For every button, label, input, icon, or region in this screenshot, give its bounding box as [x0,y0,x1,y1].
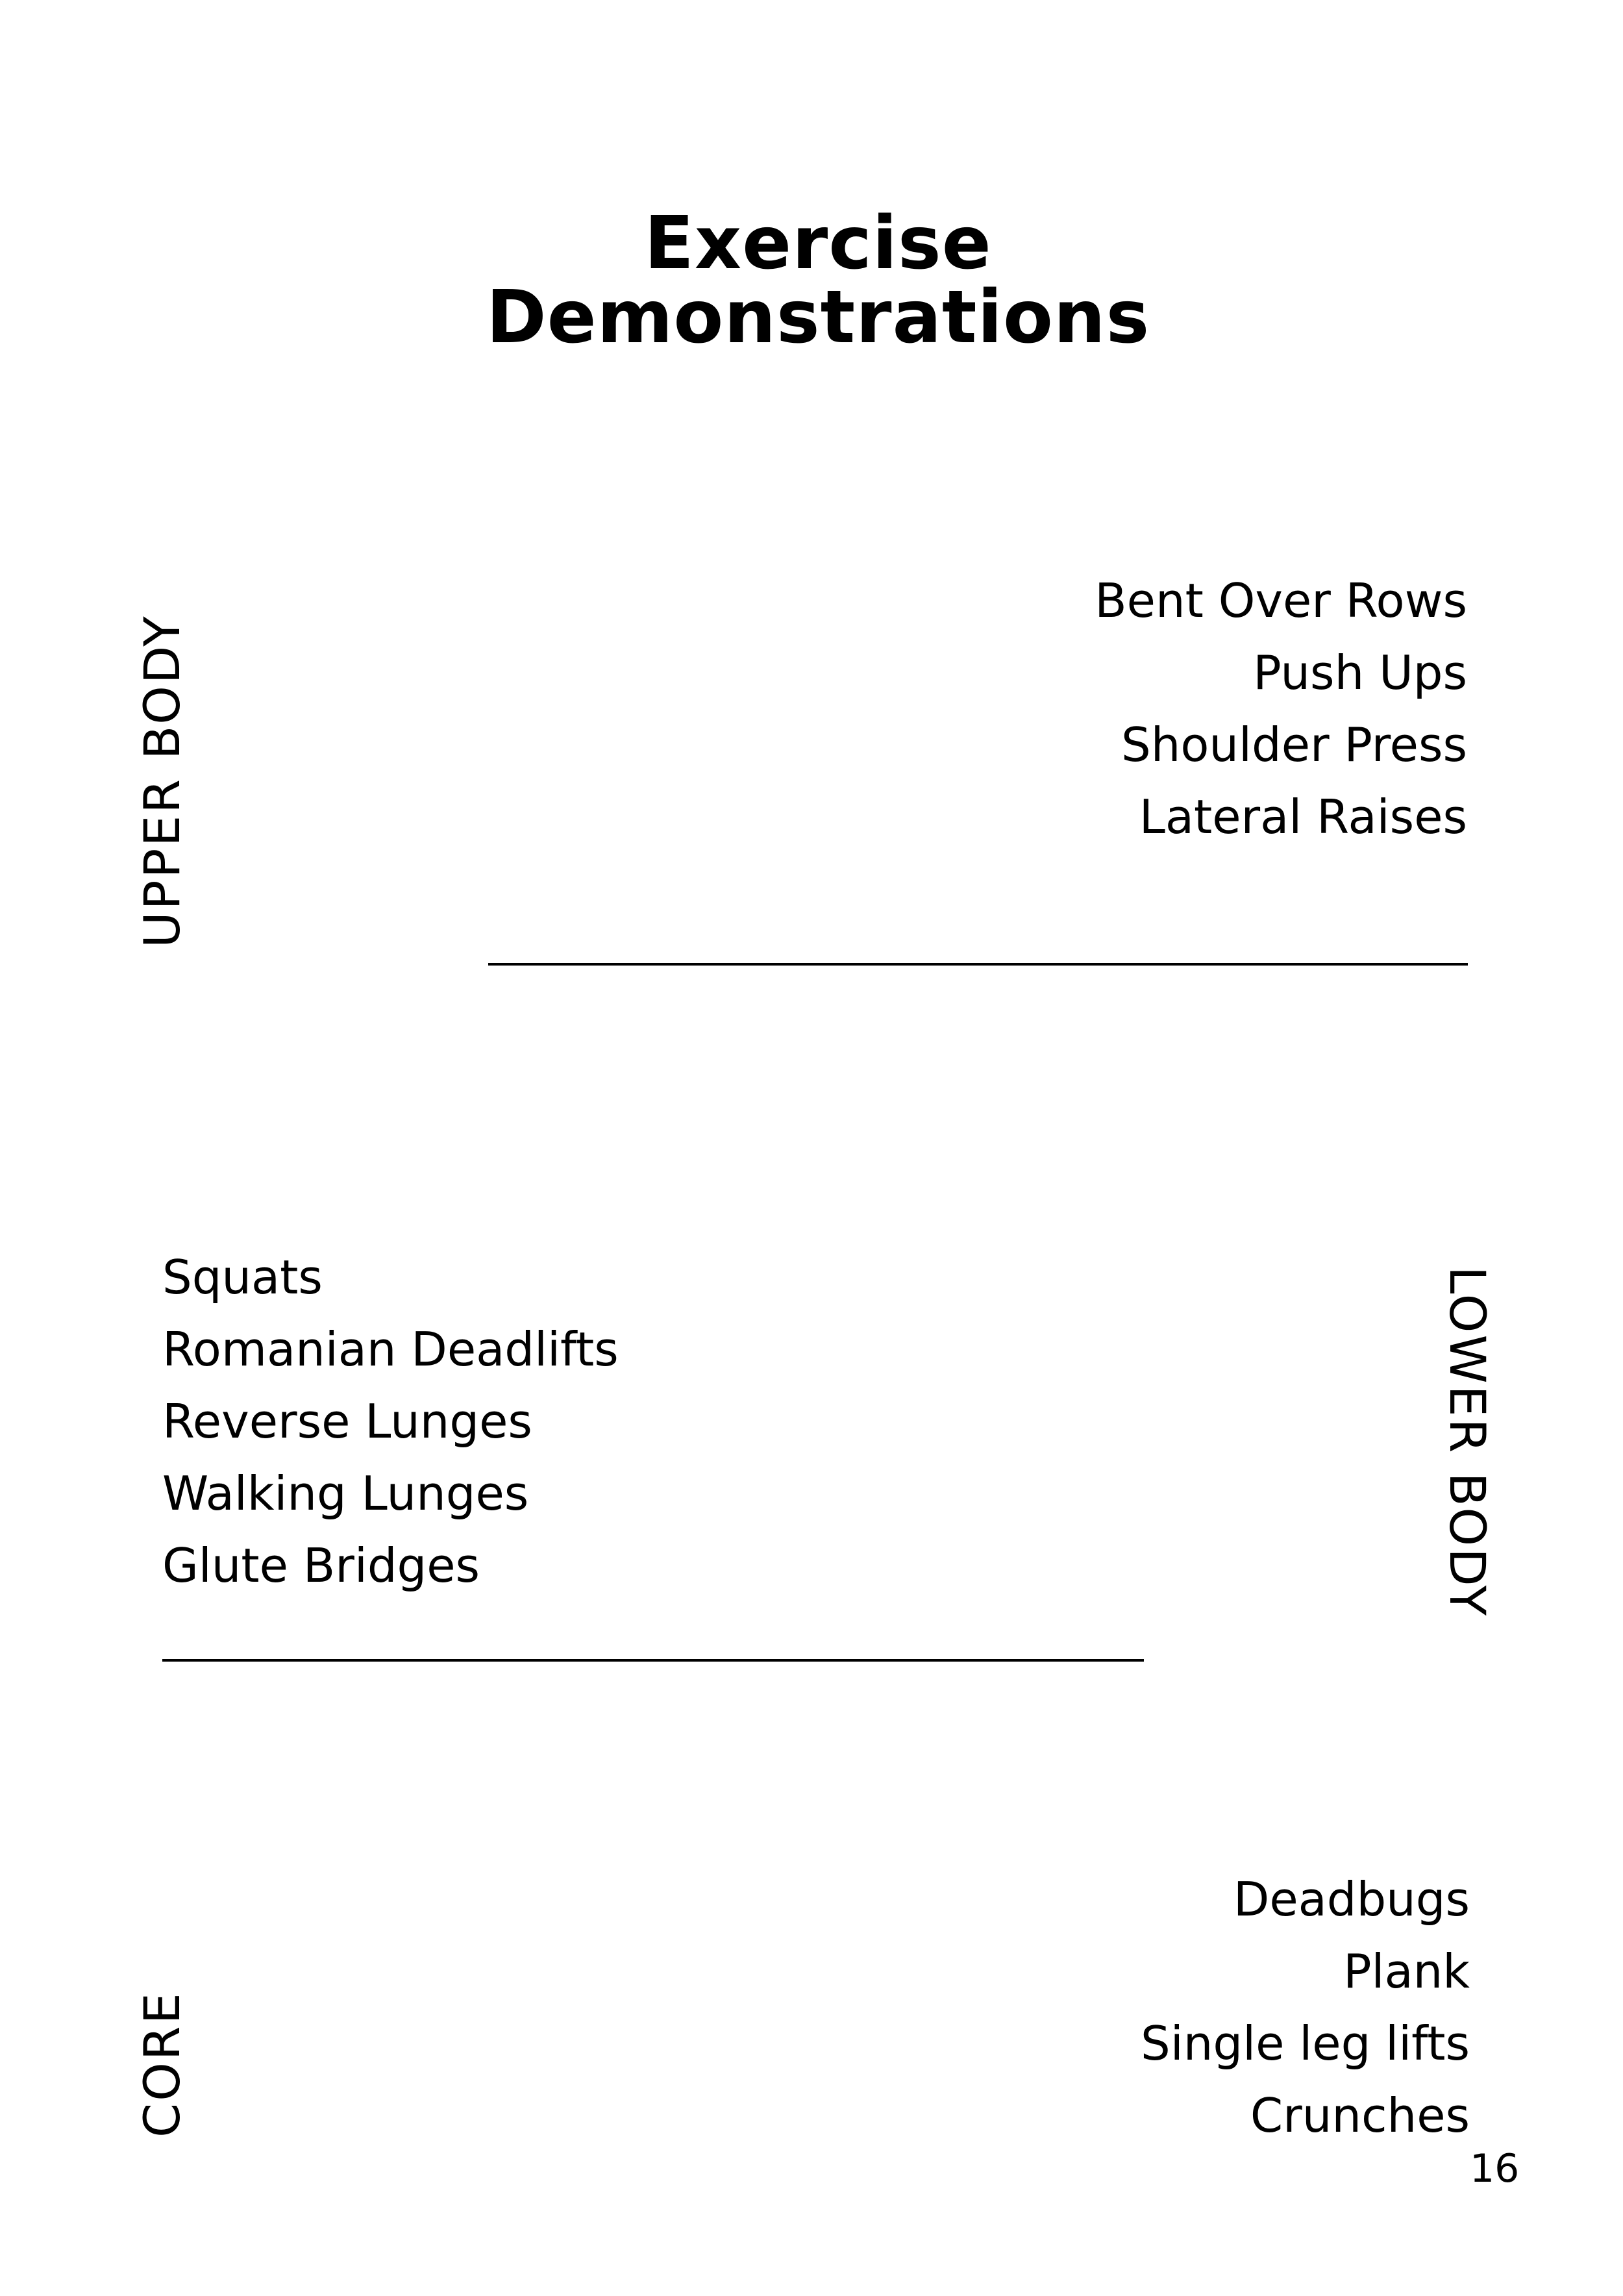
list-item: Bent Over Rows [1095,573,1467,628]
page-title-line-1: Exercise [644,201,992,286]
list-item: Single leg lifts [1141,2016,1470,2071]
list-item: Plank [1343,1944,1470,1999]
list-item: Push Ups [1253,645,1467,700]
lower-body-exercise-list [162,1242,619,1602]
list-item: Crunches [1250,2088,1470,2143]
core-exercise-list [1141,1864,1470,2152]
section-label-core: CORE [133,1991,191,2138]
list-item: Squats [162,1250,323,1304]
lower-body-divider [162,1659,1144,1662]
list-item: Reverse Lunges [162,1394,532,1449]
list-item: Lateral Raises [1139,790,1467,844]
list-item: Shoulder Press [1121,718,1467,772]
list-item: Romanian Deadlifts [162,1322,619,1377]
upper-body-divider [488,963,1468,966]
list-item: Walking Lunges [162,1466,529,1521]
upper-body-exercise-list [1095,565,1467,853]
page-title-line-2: Demonstrations [486,275,1150,360]
page-number: 16 [1470,2146,1520,2191]
list-item: Glute Bridges [162,1538,480,1593]
section-label-upper-body: UPPER BODY [133,614,191,948]
page-title [0,201,1623,360]
section-label-lower-body: LOWER BODY [1439,1266,1496,1617]
list-item: Deadbugs [1233,1872,1470,1927]
